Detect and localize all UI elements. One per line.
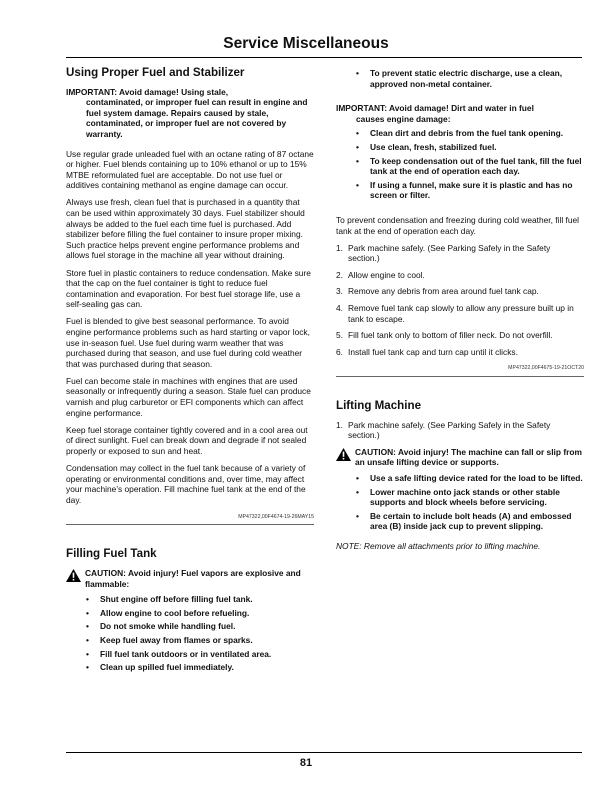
- step-text: Remove fuel tank cap slowly to allow any pressure built up in tank to escape.: [348, 303, 574, 324]
- step-text: Fill fuel tank only to bottom of filler neck. Do not overfill.: [348, 330, 553, 341]
- right-column: [336, 64, 584, 558]
- step-item: [336, 347, 584, 358]
- fuel-paragraphs: [66, 149, 314, 506]
- step-text: Park machine safely. (See Parking Safely in the Safety section.): [348, 242, 551, 264]
- step-number: 2.: [336, 269, 343, 280]
- filling-bullets: [66, 594, 314, 673]
- step-item: [336, 420, 584, 441]
- bullet-item: • To keep condensation out of the fuel tank, fill the fuel tank at the end of operation each day.: [356, 156, 584, 177]
- section-divider: [336, 376, 584, 377]
- step-item: [336, 270, 584, 281]
- bullet-item: • Clean dirt and debris from the fuel tank opening.: [356, 128, 584, 139]
- fuel-paragraph: Always use fresh, clean fuel that is purchased in a quantity that can be used within approximately 30 days. Fuel stabilizer should always be added to the fuel each time fuel is purchased. Add stabilizer before filling the fuel container to insure proper mixing. Such practice helps prevent engine performance problems and allows fuel storage in the machine all year without draining.: [66, 197, 305, 261]
- reference-code: MP47322,00F4675-19-21OCT20: [508, 365, 584, 372]
- lifting-steps: [336, 420, 584, 441]
- bullet-item: • Keep fuel away from flames or sparks.: [86, 635, 314, 646]
- bullet-item: • Allow engine to cool before refueling.: [86, 608, 314, 619]
- fuel-caution: [66, 568, 314, 589]
- step-number: 6.: [336, 346, 343, 357]
- step-text: Park machine safely. (See Parking Safely in the Safety section.): [348, 419, 551, 441]
- fuel-paragraph: Condensation may collect in the fuel tank because of a variety of operating or environmental conditions and, over time, may affect your machine’s operation. Fill machine fuel tank at the end of the day.: [66, 463, 306, 505]
- footer-rule: [66, 752, 582, 753]
- filling-steps: [336, 243, 584, 358]
- lifting-caution: [336, 447, 584, 468]
- left-column: [66, 64, 314, 682]
- page-title: Service Miscellaneous: [223, 35, 389, 52]
- lifting-note: NOTE: Remove all attachments prior to lifting machine.: [336, 540, 541, 551]
- step-text: Remove any debris from area around fuel tank cap.: [348, 286, 539, 297]
- header-rule: [66, 57, 582, 58]
- step-number: 1.: [336, 242, 343, 253]
- bullet-item: • Do not smoke while handling fuel.: [86, 621, 314, 632]
- filling-section-heading: Filling Fuel Tank: [66, 547, 157, 561]
- step-number: 4.: [336, 303, 343, 313]
- lifting-section-heading: Lifting Machine: [336, 398, 422, 412]
- step-item: [336, 243, 584, 264]
- important-label: IMPORTANT: Avoid damage! Using stale,: [66, 86, 229, 97]
- important-label: IMPORTANT: Avoid damage! Dirt and water in fuel: [336, 103, 534, 114]
- cold-weather-intro: To prevent condensation and freezing during cold weather, fill fuel tank at the end of operation each day.: [336, 214, 580, 236]
- dirt-important-notice: [336, 103, 584, 124]
- step-number: 1.: [336, 419, 343, 430]
- step-item: [336, 330, 584, 341]
- fuel-paragraph: Fuel is blended to give best seasonal performance. To avoid engine performance problems such as hard starting or vapor lock, use in-season fuel. Use fuel during warm weather that was purchased during that season, and use fuel during cold weather that was purchased during that season.: [66, 316, 310, 369]
- reference-code: MP47322,00F4674-19-26MAY15: [238, 513, 314, 520]
- fuel-paragraph: Store fuel in plastic containers to reduce condensation. Make sure that the cap on the fuel container is tight to reduce fuel contamination and evaporation. For best fuel storage life, use a self-sealing gas can.: [66, 267, 311, 310]
- bullet-item: • Use a safe lifting device rated for the load to be lifted.: [356, 473, 584, 484]
- bullet-item: • Lower machine onto jack stands or other stable supports and block wheels before servicing.: [356, 487, 584, 508]
- static-bullet-list: [336, 68, 584, 89]
- warning-triangle-icon: [336, 447, 355, 468]
- bullet-item: • Shut engine off before filling fuel tank.: [86, 594, 314, 605]
- warning-triangle-icon: [66, 568, 85, 589]
- step-text: Allow engine to cool.: [348, 269, 425, 280]
- page-number: 81: [299, 757, 313, 769]
- fuel-section-heading: Using Proper Fuel and Stabilizer: [66, 66, 245, 79]
- step-text: Install fuel tank cap and turn cap until it clicks.: [348, 346, 518, 357]
- section-divider: [66, 524, 314, 525]
- bullet-item: • If using a funnel, make sure it is plastic and has no screen or filter.: [356, 180, 584, 201]
- fuel-important-notice: [66, 87, 314, 140]
- important-bullets: [336, 128, 584, 201]
- step-item: [336, 286, 584, 297]
- bullet-item: • Be certain to include bolt heads (A) and embossed area (B) inside jack cup to prevent slipping.: [356, 511, 584, 532]
- fuel-paragraph: Fuel can become stale in machines with engines that are used seasonally or infrequently during a season. Stale fuel can produce varnish and plug carburetor or EFI components which can affect engine performance.: [66, 375, 311, 418]
- caution-text: CAUTION: Avoid injury! The machine can fall or slip from an unsafe lifting device or supports.: [355, 446, 582, 468]
- lifting-bullets: [336, 473, 584, 532]
- fuel-paragraph: Keep fuel storage container tightly covered and in a cool area out of direct sunlight. Fuel can break down and degrade if not sealed properly or exposed to sun and heat.: [66, 424, 308, 456]
- bullet-item: • Use clean, fresh, stabilized fuel.: [356, 142, 584, 153]
- important-body: contaminated, or improper fuel can result in engine and fuel system damage. Repairs caused by stale, contaminated, or improper fuel are not covered by warranty.: [86, 97, 308, 139]
- step-item: [336, 303, 584, 324]
- step-number: 5.: [336, 330, 343, 341]
- fuel-paragraph: Use regular grade unleaded fuel with an octane rating of 87 octane or higher. Fuel blends containing up to 10% ethanol or up to 15% MTBE reformulated fuel are acceptable. Do not use fuel or additives containing methanol as engine damage can occur.: [66, 148, 314, 191]
- bullet-item: • Clean up spilled fuel immediately.: [86, 662, 314, 673]
- important-body: causes engine damage:: [356, 113, 451, 124]
- bullet-item: • Fill fuel tank outdoors or in ventilated area.: [86, 649, 314, 660]
- static-bullet: • To prevent static electric discharge, use a clean, approved non-metal container.: [356, 68, 584, 89]
- step-number: 3.: [336, 286, 343, 297]
- caution-text: CAUTION: Avoid injury! Fuel vapors are explosive and flammable:: [85, 568, 301, 589]
